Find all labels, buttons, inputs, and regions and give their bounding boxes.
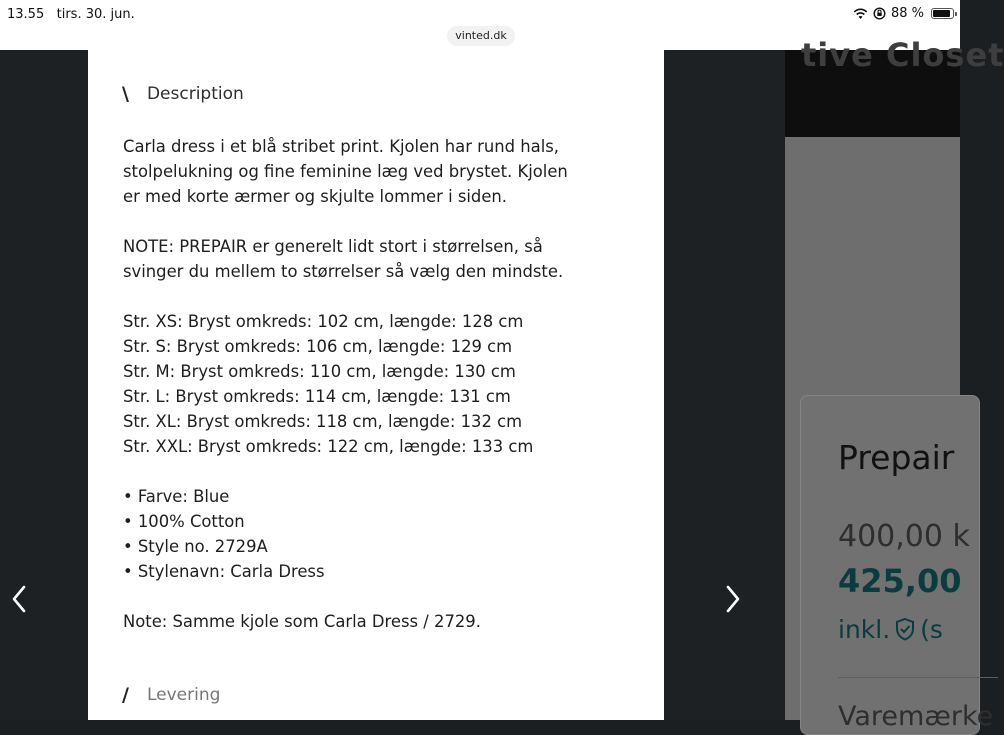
overlay-left [0,50,88,720]
screen-lock-icon [873,7,886,20]
description-text: Carla dress i et blå stribet print. Kjolen har rund hals, stolpelukning og fine feminine læg ved brystet. Kjolen er med korte ærmer og skjulte lommer i siden. NOTE: PREPAIR er generelt lidt stort i størrelsen, så svinger du mellem to størrelser så vælg den mindste. Str. XS: Bryst omkreds: 102 cm, længde: 128 cm Str. S: Bryst omkreds: 106 cm, længde: 129 cm Str. M: Bryst omkreds: 110 cm, længde: 130 cm Str. L: Bryst omkreds: 114 cm, længde: 131 cm Str. XL: Bryst omkreds: 118 cm, længde: 132 cm Str. XXL: Bryst omkreds: 122 cm, længde: 133 cm • Farve: Blue • 100% Cotton • Style no. 2729A • Stylenavn: Carla Dress Note: Samme kjole som Carla Dress / 2729. [123,137,568,631]
heading-slash-icon: / [122,684,129,706]
product-title: Prepair [838,438,955,477]
product-card [800,395,994,735]
previous-image-button[interactable] [4,580,34,618]
battery-fill [933,10,950,17]
image-viewer [88,50,664,720]
product-detail-label: Varemærke [838,701,994,732]
chevron-right-icon [725,585,741,613]
shop-banner-text: tive Closet [801,36,1004,74]
heading-slash-icon: \ [122,83,129,105]
status-right-group [853,6,954,21]
buyer-protection-suffix: (s [920,615,943,644]
overlay-right [664,50,785,720]
chevron-left-icon [11,585,27,613]
buyer-protection-note[interactable] [838,615,943,644]
next-image-button[interactable] [718,580,748,618]
shop-banner [785,36,1004,137]
battery-percent: 88 % [890,6,924,21]
delivery-heading-label: Levering [146,685,221,705]
shield-check-icon [894,617,916,642]
product-price-total: 425,00 [838,562,962,600]
wifi-icon [853,8,868,20]
status-time-date: 13.55 tirs. 30. jun. [7,7,135,22]
url-pill[interactable]: vinted.dk [447,26,515,46]
description-heading-label: Description [146,84,244,104]
buyer-protection-label: inkl. [838,615,891,644]
product-price-original: 400,00 k [838,519,970,554]
battery-icon [931,8,954,19]
divider [838,677,998,678]
delivery-heading [122,684,220,706]
description-heading [122,83,244,105]
